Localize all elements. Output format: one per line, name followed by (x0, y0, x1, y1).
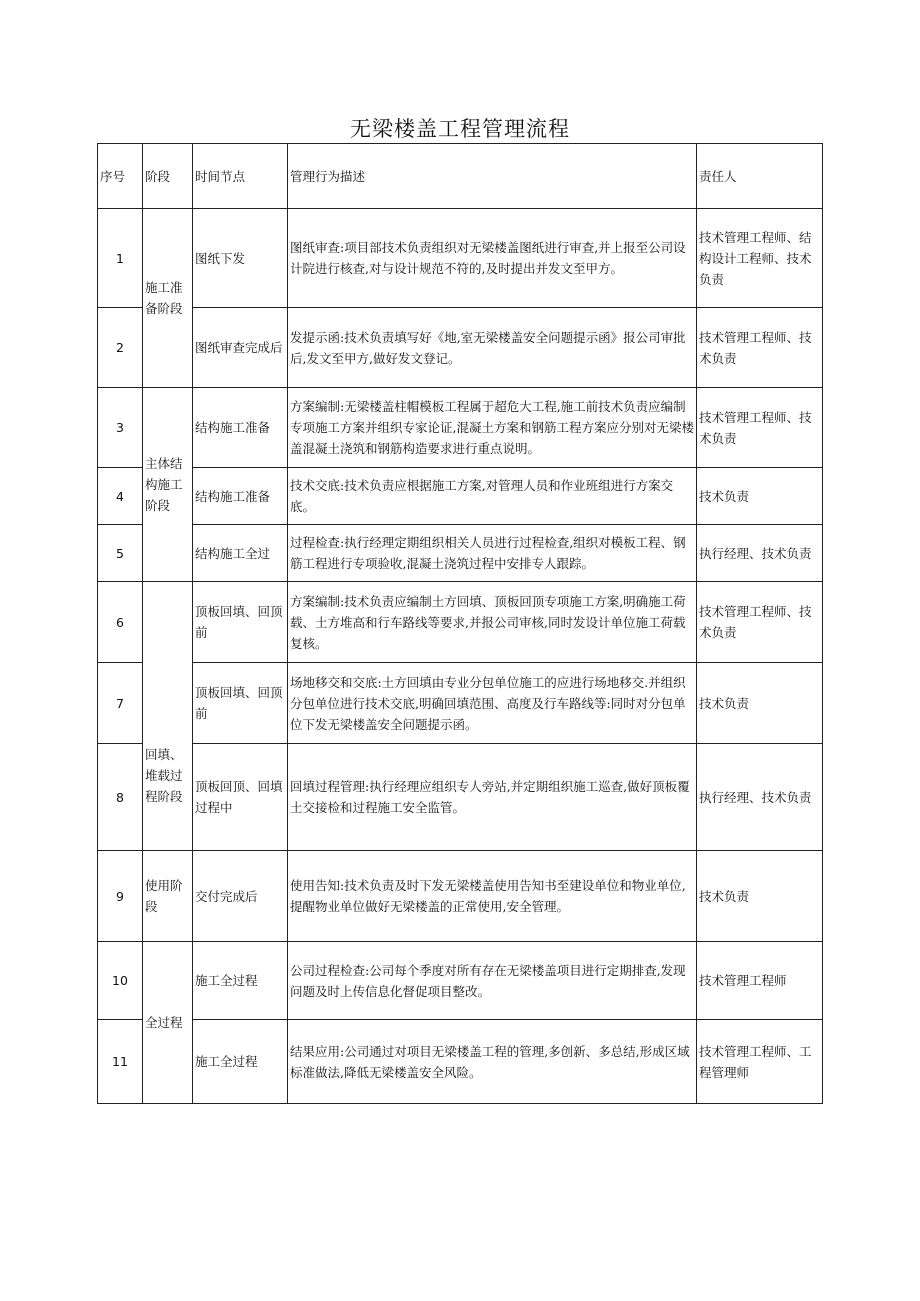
desc-cell: 回填过程管理:执行经理应组织专人旁站,并定期组织施工巡查,做好顶板覆土交接检和过程施工安全监管。 (288, 744, 697, 851)
stage-label: 主体结构施工阶段 (145, 456, 183, 513)
owner-cell: 技术管理工程师、工程管理师 (697, 1020, 823, 1104)
table-header-row (98, 144, 823, 209)
table-row (98, 308, 823, 388)
table-row (98, 525, 823, 582)
owner-cell: 技术负责 (697, 663, 823, 744)
time-cell: 结构施工准备 (193, 388, 288, 468)
desc-cell: 图纸审查:项目部技术负责组织对无梁楼盖图纸进行审查,并上报至公司设计院进行核查,对与设计规范不符的,及时提出并发文至甲方。 (288, 209, 697, 308)
owner-cell: 技术管理工程师 (697, 942, 823, 1020)
row-num: 10 (98, 942, 143, 1020)
row-num: 3 (98, 388, 143, 468)
header-owner: 责任人 (697, 144, 823, 209)
desc-cell: 发提示函:技术负责填写好《地,室无梁楼盖安全问题提示函》报公司审批后,发文至甲方,做好发文登记。 (288, 308, 697, 388)
row-num: 9 (98, 851, 143, 942)
time-cell: 图纸审查完成后 (193, 308, 288, 388)
stage-label: 回填、堆载过程阶段 (145, 746, 183, 804)
row-num: 2 (98, 308, 143, 388)
header-num: 序号 (98, 144, 143, 209)
time-cell: 结构施工准备 (193, 468, 288, 525)
owner-cell: 技术管理工程师、结构设计工程师、技术负责 (697, 209, 823, 308)
table-row (98, 468, 823, 525)
table-row (98, 942, 823, 1020)
desc-cell: 过程检查:执行经理定期组织相关人员进行过程检查,组织对模板工程、钢筋工程进行专项验收,混凝土浇筑过程中安排专人跟踪。 (288, 525, 697, 582)
process-table (97, 143, 823, 1104)
desc-cell: 场地移交和交底:土方回填由专业分包单位施工的应进行场地移交.并组织分包单位进行技术交底,明确回填范围、高度及行车路线等:同时对分包单位下发无梁楼盖安全问题提示函。 (288, 663, 697, 744)
stage-cell (143, 388, 193, 582)
row-num: 1 (98, 209, 143, 308)
owner-cell: 技术管理工程师、技术负责 (697, 388, 823, 468)
stage-label: 施工准备阶段 (145, 280, 183, 316)
stage-label: 全过程 (145, 1015, 183, 1030)
stage-cell (143, 582, 193, 851)
row-num: 11 (98, 1020, 143, 1104)
time-cell: 施工全过程 (193, 942, 288, 1020)
stage-cell (143, 851, 193, 942)
desc-cell: 使用告知:技术负责及时下发无梁楼盖使用告知书至建设单位和物业单位,提醒物业单位做好无梁楼盖的正常使用,安全管理。 (288, 851, 697, 942)
header-stage: 阶段 (143, 144, 193, 209)
row-num: 7 (98, 663, 143, 744)
desc-cell: 结果应用:公司通过对项目无梁楼盖工程的管理,多创新、多总结,形成区域标准做法,降低无梁楼盖安全风险。 (288, 1020, 697, 1104)
table-row (98, 1020, 823, 1104)
header-time: 时间节点 (193, 144, 288, 209)
table-row (98, 209, 823, 308)
owner-cell: 执行经理、技术负责 (697, 744, 823, 851)
owner-cell: 技术负责 (697, 468, 823, 525)
table-row (98, 582, 823, 663)
owner-cell: 技术负责 (697, 851, 823, 942)
desc-cell: 公司过程检查:公司每个季度对所有存在无梁楼盖项目进行定期排查,发现问题及时上传信息化督促项目整改。 (288, 942, 697, 1020)
owner-cell: 执行经理、技术负责 (697, 525, 823, 582)
table-row (98, 744, 823, 851)
row-num: 6 (98, 582, 143, 663)
time-cell: 图纸下发 (193, 209, 288, 308)
table-row (98, 851, 823, 942)
time-cell: 顶板回填、回顶前 (193, 663, 288, 744)
document-title: 无梁楼盖工程管理流程 (350, 117, 570, 141)
desc-cell: 方案编制:技术负责应编制土方回填、顶板回顶专项施工方案,明确施工荷载、土方堆高和行车路线等要求,并报公司审核,同时发设计单位施工荷载复核。 (288, 582, 697, 663)
table-row (98, 663, 823, 744)
table-row (98, 388, 823, 468)
desc-cell: 技术交底:技术负责应根据施工方案,对管理人员和作业班组进行方案交底。 (288, 468, 697, 525)
desc-cell: 方案编制:无梁楼盖柱帽模板工程属于超危大工程,施工前技术负责应编制专项施工方案并组织专家论证,混凝土方案和钢筋工程方案应分别对无梁楼盖混凝土浇筑和钢筋构造要求进行重点说明。 (288, 388, 697, 468)
time-cell: 顶板回填、回顶前 (193, 582, 288, 663)
stage-cell (143, 942, 193, 1104)
row-num: 4 (98, 468, 143, 525)
stage-label: 使用阶段 (145, 878, 183, 914)
header-desc: 管理行为描述 (288, 144, 697, 209)
time-cell: 顶板回顶、回填过程中 (193, 744, 288, 851)
row-num: 5 (98, 525, 143, 582)
row-num: 8 (98, 744, 143, 851)
time-cell: 施工全过程 (193, 1020, 288, 1104)
stage-cell (143, 209, 193, 388)
owner-cell: 技术管理工程师、技术负责 (697, 582, 823, 663)
owner-cell: 技术管理工程师、技术负责 (697, 308, 823, 388)
time-cell: 交付完成后 (193, 851, 288, 942)
time-cell: 结构施工全过 (193, 525, 288, 582)
